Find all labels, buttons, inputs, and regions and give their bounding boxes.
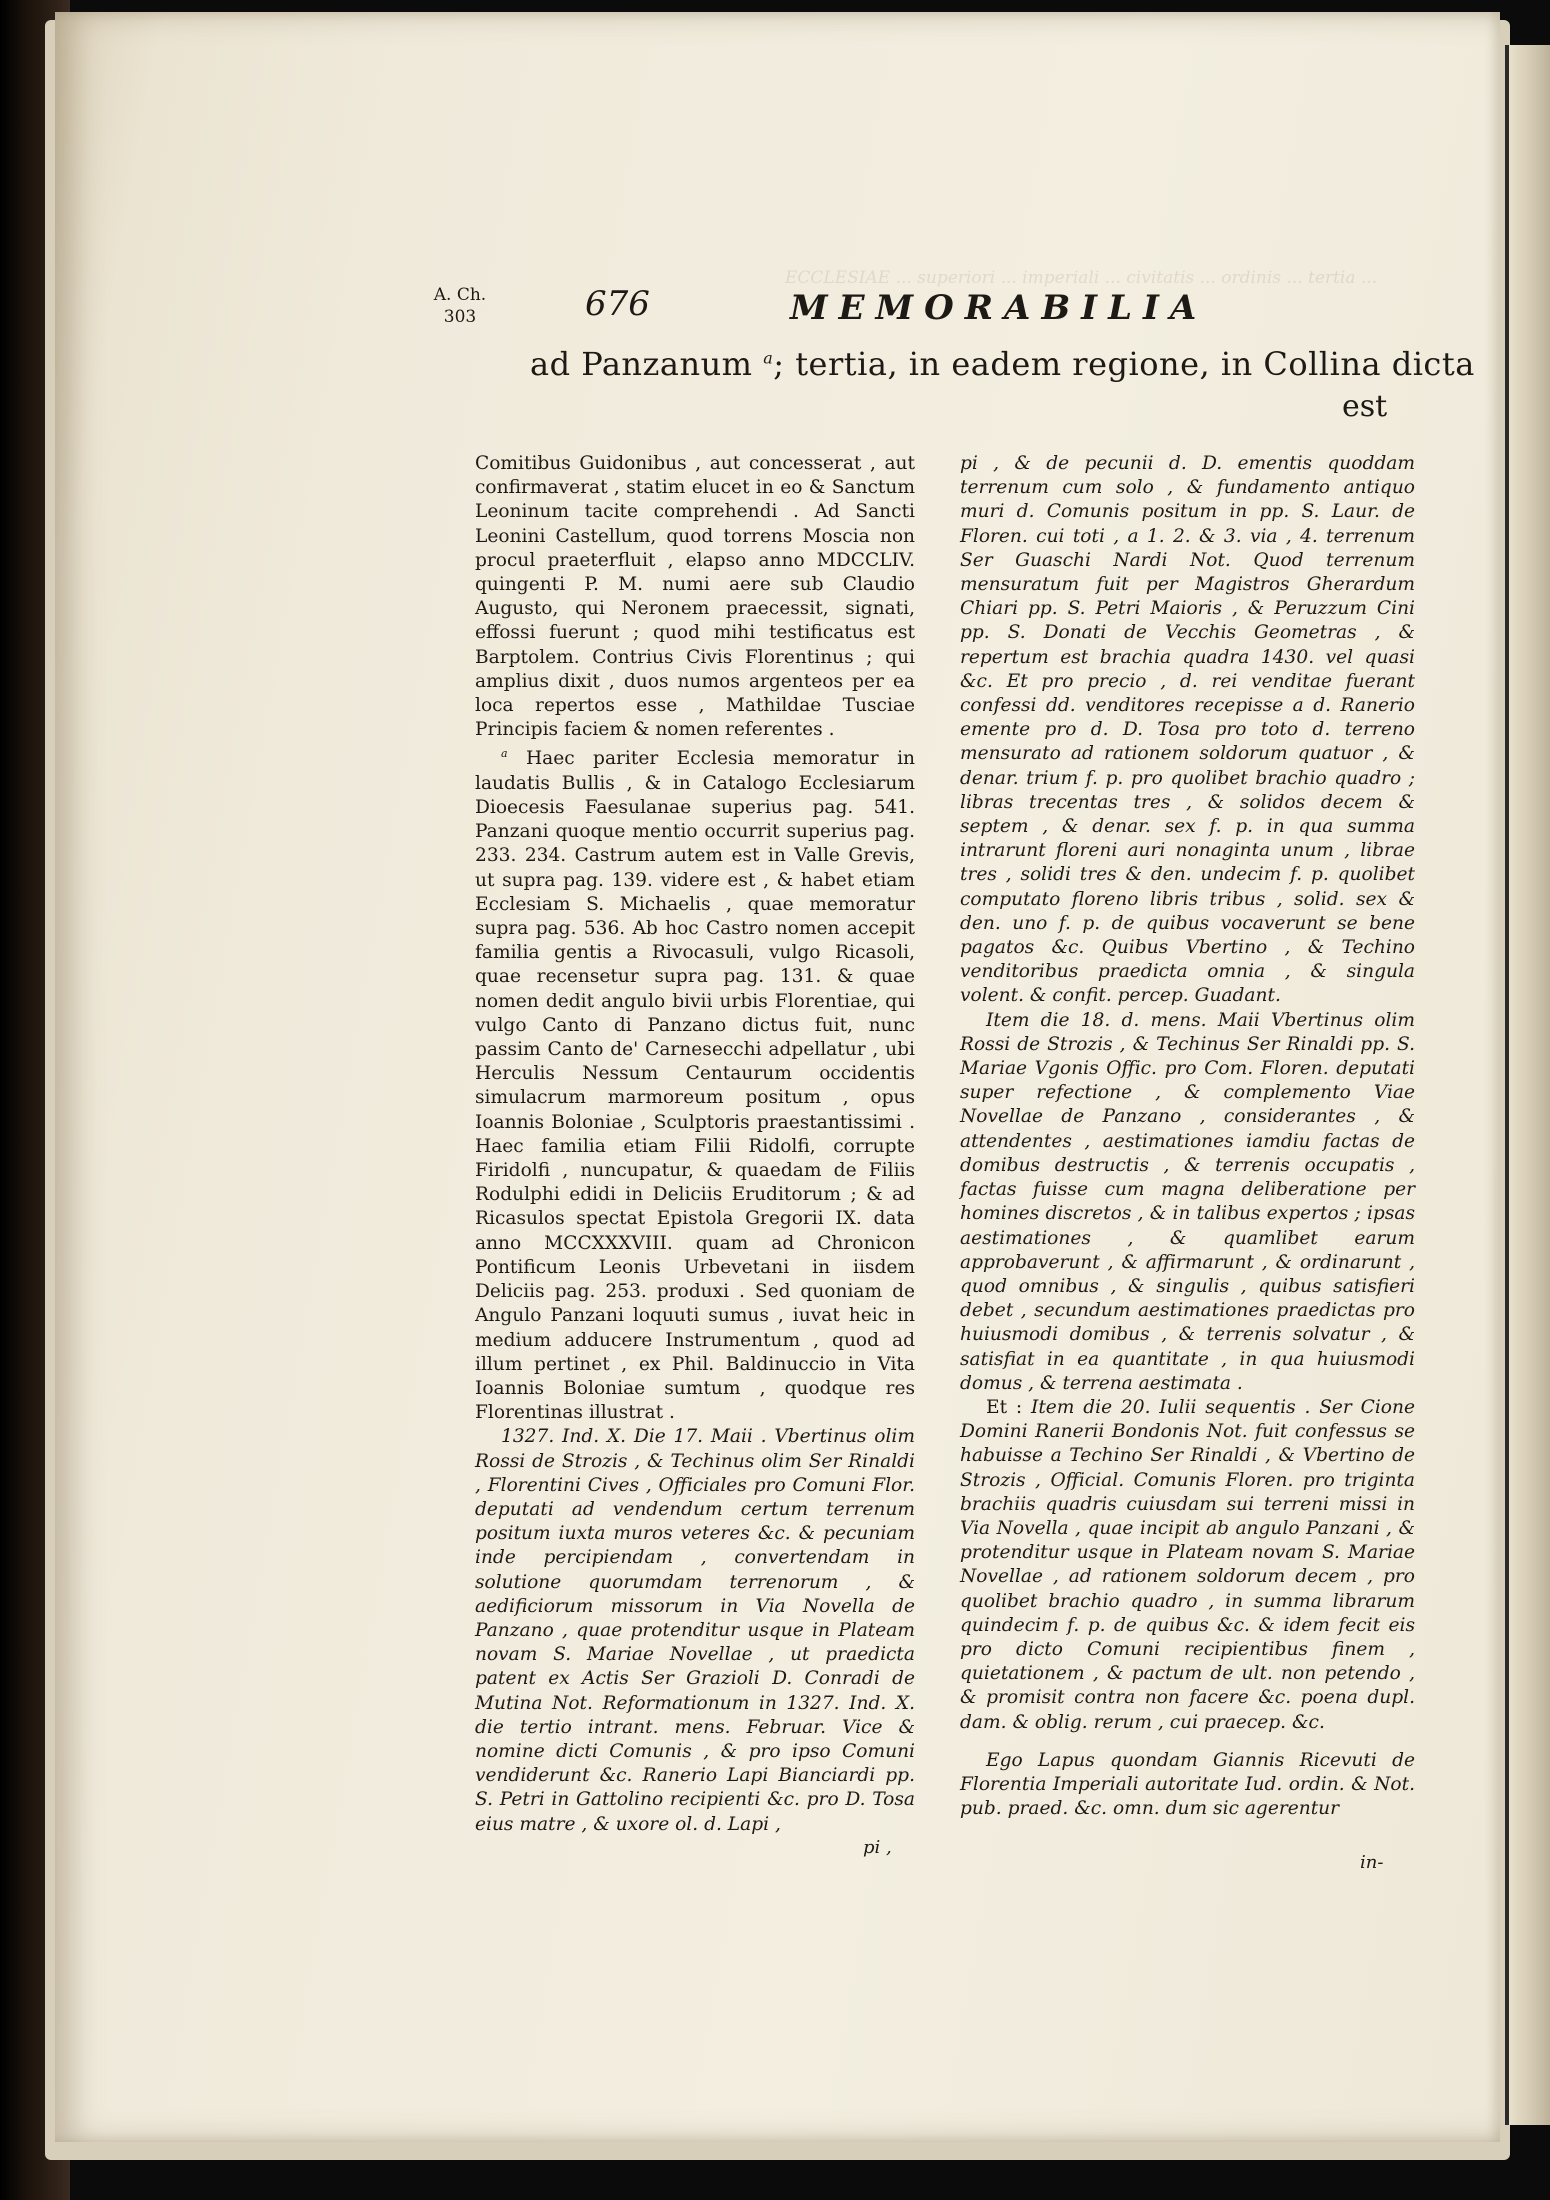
right-column: [960, 452, 1415, 1821]
margin-note-year-value: 303: [443, 307, 477, 327]
heading-catchword: est: [1342, 389, 1388, 424]
left-paragraph-2: [475, 742, 915, 1425]
heading-text-after: ; tertia, in eadem regione, in Collina dicta: [773, 345, 1475, 383]
right-catchword: in-: [1360, 1852, 1384, 1873]
right-paragraph-2: Item die 18. d. mens. Maii Vbertinus olim Rossi de Strozis , & Techinus Ser Rinaldi pp. S. Mariae Vgonis Offic. pro Com. Floren. deputati super refectione , & complemento Viae Novellae de Panzano , considerantes , & attendentes , aestimationes iamdiu factas de domibus destructis , & terrenis occupatis , factas fuisse cum magna deliberatione per homines discretos , & in talibus expertos ; ipsas aestimationes , & quamlibet earum approbaverunt , & affirmarunt , & ordinarunt , quod omnibus , & singulis , quibus satisfieri debet , secundum aestimationes praedictas pro huiusmodi domibus , & terrenis solvatur , & satisfiat in ea quantitate , in qua huiusmodi domus , & terrena aestimata .: [960, 1009, 1415, 1394]
page-number: 676: [585, 284, 650, 324]
margin-note-year: [430, 284, 490, 328]
right-paragraph-3: [960, 1396, 1415, 1735]
bleed-through-text: ECCLESIAE ... superiori ... imperiali ... civitatis ... ordinis ... tertia ...: [785, 268, 1378, 288]
right-paragraph-3-lead: Et :: [986, 1396, 1023, 1418]
margin-note-label: A. Ch.: [433, 285, 487, 305]
right-paragraph-3-text: Item die 20. Iulii sequentis . Ser Cione Domini Ranerii Bondonis Not. fuit confessus se habuisse a Techino Ser Rinaldi , & Vbertino de Strozis , Official. Comunis Floren. pro triginta brachiis quadris cuiusdam sui terreni missi in Via Novella , quae incipit ab angulo Panzani , & protenditur usque in Plateam novam S. Mariae Novellae , ad rationem soldorum decem , pro quolibet brachio quadro , in summa librarum quindecim f. p. de quibus &c. & idem fecit eis pro dicto Comuni recipientibus finem , quietationem , & pactum de ult. non petendo , & promisit contra non facere &c. poena dupl. dam. & oblig. rerum , cui praecep. &c.: [960, 1396, 1415, 1733]
right-paragraph-4: Ego Lapus quondam Giannis Ricevuti de Florentia Imperiali autoritate Iud. ordin. & Not. pub. praed. &c. omn. dum sic agerentur: [960, 1749, 1415, 1820]
left-column: [475, 452, 915, 1837]
left-paragraph-1: Comitibus Guidonibus , aut concesserat , aut confirmaverat , statim elucet in eo & Sanctum Leoninum tacite comprehendi . Ad Sancti Leonini Castellum, quod torrens Moscia non procul praeterfluit , elapso anno MDCCLIV. quingenti P. M. numi aere sub Claudio Augusto, qui Neronem praecessit, signati, effossi fuerunt ; quod mihi testificatus est Barptolem. Contrius Civis Florentinus ; qui amplius dixit , duos numos argenteos per ea loca repertos esse , Mathildae Tusciae Principis faciem & nomen referentes .: [475, 453, 915, 741]
right-paragraph-1: pi , & de pecunii d. D. ementis quoddam terrenum cum solo , & fundamento antiquo muri d. Comunis positum in pp. S. Laur. de Floren. cui toti , a 1. 2. & 3. via , 4. terrenum Ser Guaschi Nardi Not. Quod terrenum mensuratum fuit per Magistros Gherardum Chiari pp. S. Petri Maioris , & Peruzzum Cini pp. S. Donati de Vecchis Geometras , & repertum est brachia quadra 1430. vel quasi &c. Et pro precio , d. rei venditae fuerant confessi dd. venditores recepisse a d. Ranerio emente pro d. D. Tosa pro toto d. terreno mensurato ad rationem soldorum quatuor , & denar. trium f. p. pro quolibet brachio quadro ; libras trecentas tres , & solidos decem & septem , & denar. sex f. p. in qua summa intrarunt floreni auri nonaginta unum , librae tres , solidi tres & den. undecim f. p. quolibet computato floreno libris tribus , solid. sex & den. uno f. p. de quibus vocaverunt se bene pagatos &c. Quibus Vbertino , & Techino venditoribus praedicta omnia , & singula volent. & confit. percep. Guadant.: [960, 453, 1415, 1007]
book-page: [55, 12, 1500, 2142]
footnote-note-mark: a: [501, 747, 508, 761]
left-paragraph-2-text: Haec pariter Ecclesia memoratur in laudatis Bullis , & in Catalogo Ecclesiarum Dioecesis Faesulanae superius pag. 541. Panzani quoque mentio occurrit superius pag. 233. 234. Castrum autem est in Valle Grevis, ut supra pag. 139. videre est , & habet etiam Ecclesiam S. Michaelis , quae memoratur supra pag. 536. Ab hoc Castro nomen accepit familia gentis a Rivocasuli, vulgo Ricasoli, quae recensetur supra pag. 131. & quae nomen dedit angulo bivii urbis Florentiae, qui vulgo Canto di Panzano dictus fuit, nunc passim Canto de' Carnesecchi adpellatur , ubi Herculis Nessum Centaurum occidentis simulacrum marmoreum positum , opus Ioannis Boloniae , Sculptoris praestantissimi . Haec familia etiam Filii Ridolfi, corrupte Firidolfi , nuncupatur, & quaedam de Filiis Rodulphi edidi in Deliciis Eruditorum ; & ad Ricasulos spectat Epistola Gregorii IX. data anno MCCXXXVIII. quam ad Chronicon Pontificum Leonis Urbevetani in iisdem Deliciis pag. 253. produxi . Sed quoniam de Angulo Panzani loquuti sumus , iuvat heic in medium adducere Instrumentum , quod ad illum pertinet , ex Phil. Baldinuccio in Vita Ioannis Boloniae sumtum , quodque res Florentinas illustrat .: [475, 748, 915, 1424]
left-catchword: pi ,: [863, 1837, 892, 1858]
footnote-mark: a: [763, 348, 774, 368]
running-title: MEMORABILIA: [790, 288, 1208, 328]
heading-text-before: ad Panzanum: [530, 345, 753, 383]
left-paragraph-3: 1327. Ind. X. Die 17. Maii . Vbertinus olim Rossi de Strozis , & Techinus olim Ser Rinaldi , Florentini Cives , Officiales pro Comuni Flor. deputati ad vendendum certum terrenum positum iuxta muros veteres &c. & pecuniam inde percipiendam , convertendam in solutione quorumdam terrenorum , & aedificiorum missorum in Via Novella de Panzano , quae protenditur usque in Plateam novam S. Mariae Novellae , ut praedicta patent ex Actis Ser Grazioli D. Conradi de Mutina Not. Reformationum in 1327. Ind. X. die tertio intrant. mens. Februar. Vice & nomine dicti Comunis , & pro ipso Comuni vendiderunt &c. Ranerio Lapi Bianciardi pp. S. Petri in Gattolino recipienti &c. pro D. Tosa eius matre , & uxore ol. d. Lapi ,: [475, 1426, 915, 1835]
heading-line: [530, 345, 1475, 383]
next-page-edge: [1505, 45, 1550, 2125]
